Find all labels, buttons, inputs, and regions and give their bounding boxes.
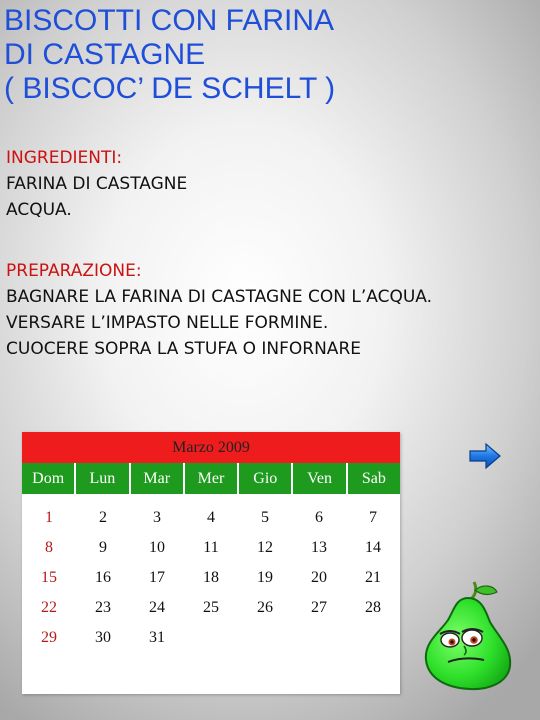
calendar-day: 17 — [149, 569, 165, 586]
calendar-day: 26 — [257, 599, 273, 616]
calendar — [22, 432, 400, 694]
pear-cartoon-icon — [420, 578, 516, 692]
calendar-week — [22, 563, 400, 593]
weekday-saturday: Sab — [348, 463, 400, 494]
calendar-day — [346, 623, 400, 653]
calendar-day: 7 — [369, 509, 377, 526]
calendar-day: 29 — [41, 629, 57, 646]
calendar-week — [22, 623, 400, 653]
calendar-day: 25 — [203, 599, 219, 616]
page-title — [4, 4, 335, 106]
calendar-day: 24 — [149, 599, 165, 616]
weekday-sunday: Dom — [22, 463, 74, 494]
ingredient-item: FARINA DI CASTAGNE — [6, 174, 188, 194]
preparation-step: CUOCERE SOPRA LA STUFA O INFORNARE — [6, 339, 361, 359]
weekday-monday: Lun — [76, 463, 128, 494]
ingredients-heading: INGREDIENTI: — [6, 148, 123, 168]
title-line-3: ( BISCOC’ DE SCHELT ) — [4, 72, 336, 105]
calendar-day: 23 — [95, 599, 111, 616]
calendar-day: 8 — [45, 539, 53, 556]
calendar-day: 3 — [153, 509, 161, 526]
calendar-day: 14 — [365, 539, 381, 556]
calendar-day: 20 — [311, 569, 327, 586]
calendar-day: 31 — [149, 629, 165, 646]
calendar-weekday-row — [22, 463, 400, 494]
calendar-day: 1 — [45, 509, 53, 526]
calendar-day: 10 — [149, 539, 165, 556]
calendar-day: 5 — [261, 509, 269, 526]
calendar-day: 19 — [257, 569, 273, 586]
weekday-friday: Ven — [293, 463, 345, 494]
weekday-wednesday: Mer — [185, 463, 237, 494]
calendar-day: 27 — [311, 599, 327, 616]
calendar-day: 6 — [315, 509, 323, 526]
preparation-heading: PREPARAZIONE: — [6, 261, 142, 281]
calendar-day: 15 — [41, 569, 57, 586]
calendar-day: 11 — [203, 539, 219, 556]
title-line-2: DI CASTAGNE — [4, 38, 206, 71]
calendar-week — [22, 503, 400, 533]
calendar-week — [22, 533, 400, 563]
right-arrow-icon[interactable] — [468, 441, 502, 471]
weekday-tuesday: Mar — [131, 463, 183, 494]
calendar-month-label: Marzo 2009 — [22, 432, 400, 463]
ingredient-item: ACQUA. — [6, 200, 72, 220]
calendar-day: 22 — [41, 599, 57, 616]
calendar-day — [184, 623, 238, 653]
calendar-day — [292, 623, 346, 653]
calendar-day: 2 — [99, 509, 107, 526]
calendar-week — [22, 593, 400, 623]
calendar-day: 9 — [99, 539, 107, 556]
calendar-day: 18 — [203, 569, 219, 586]
weekday-thursday: Gio — [239, 463, 291, 494]
preparation-step: BAGNARE LA FARINA DI CASTAGNE CON L’ACQUA. — [6, 287, 433, 307]
preparation-step: VERSARE L’IMPASTO NELLE FORMINE. — [6, 313, 329, 333]
calendar-day-grid — [22, 494, 400, 653]
calendar-day: 28 — [365, 599, 381, 616]
calendar-day — [238, 623, 292, 653]
ingredients-section — [6, 145, 187, 223]
calendar-day: 30 — [95, 629, 111, 646]
calendar-day: 12 — [257, 539, 273, 556]
calendar-day: 4 — [207, 509, 215, 526]
calendar-day: 13 — [311, 539, 327, 556]
calendar-day: 21 — [365, 569, 381, 586]
title-line-1: BISCOTTI CON FARINA — [4, 4, 335, 37]
calendar-day: 16 — [95, 569, 111, 586]
preparation-section — [6, 258, 432, 362]
